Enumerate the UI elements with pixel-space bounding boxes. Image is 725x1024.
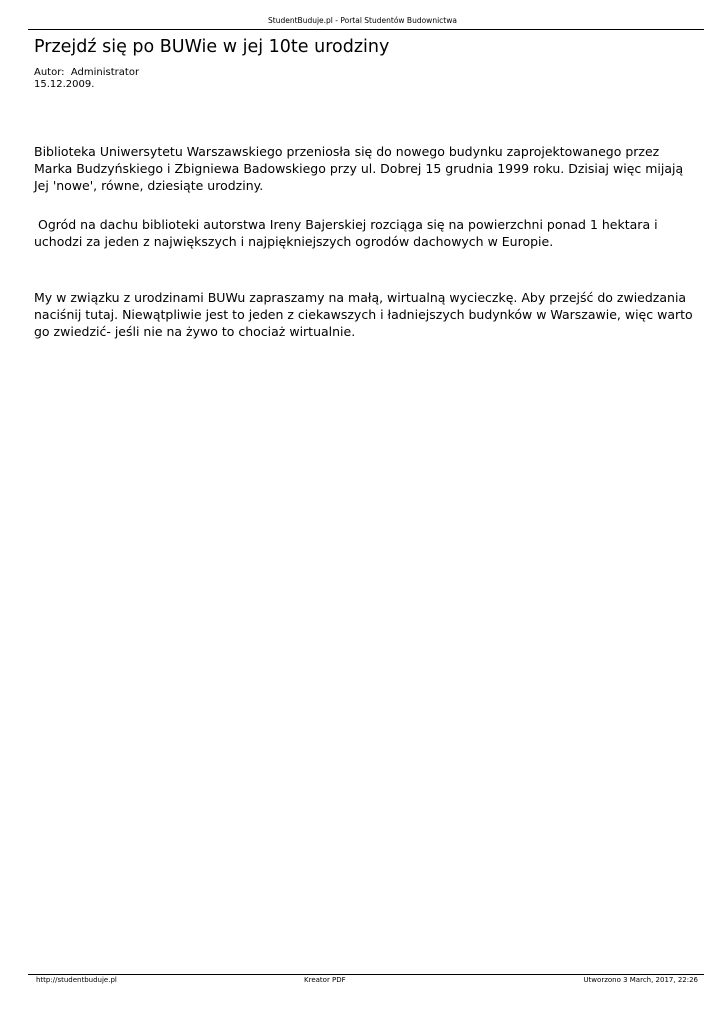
article-title: Przejdź się po BUWie w jej 10te urodziny: [34, 37, 390, 57]
article-author: Autor: Administrator: [34, 67, 140, 78]
header-divider: [28, 29, 704, 30]
footer-divider: [28, 974, 704, 975]
footer-generator: Kreator PDF: [304, 976, 346, 984]
article-paragraph: Ogród na dachu biblioteki autorstwa Ireny Bajerskiej rozciąga się na powierzchni ponad 1 hektara i uchodzi za jeden z największych i najpiękniejszych ogrodów dachowych w Europie.: [34, 217, 658, 249]
footer-url[interactable]: http://studentbuduje.pl: [36, 976, 117, 984]
site-header-title: StudentBuduje.pl - Portal Studentów Budownictwa: [268, 16, 457, 25]
article-paragraph: My w związku z urodzinami BUWu zapraszamy na małą, wirtualną wycieczkę. Aby przejść do zwiedzania naciśnij tutaj. Niewątpliwie jest to jeden z ciekawszych i ładniejszych budynków w Warszawie, więc warto go zwiedzić- jeśli nie na żywo to chociaż wirtualnie.: [34, 290, 693, 339]
footer-created-date: Utworzono 3 March, 2017, 22:26: [583, 976, 698, 984]
article-paragraph: Biblioteka Uniwersytetu Warszawskiego przeniosła się do nowego budynku zaprojektowanego przez Marka Budzyńskiego i Zbigniewa Badowskiego przy ul. Dobrej 15 grudnia 1999 roku. Dzisiaj więc mijają Jej 'nowe', równe, dziesiąte urodziny.: [34, 144, 684, 193]
article-date: 15.12.2009.: [34, 79, 95, 90]
